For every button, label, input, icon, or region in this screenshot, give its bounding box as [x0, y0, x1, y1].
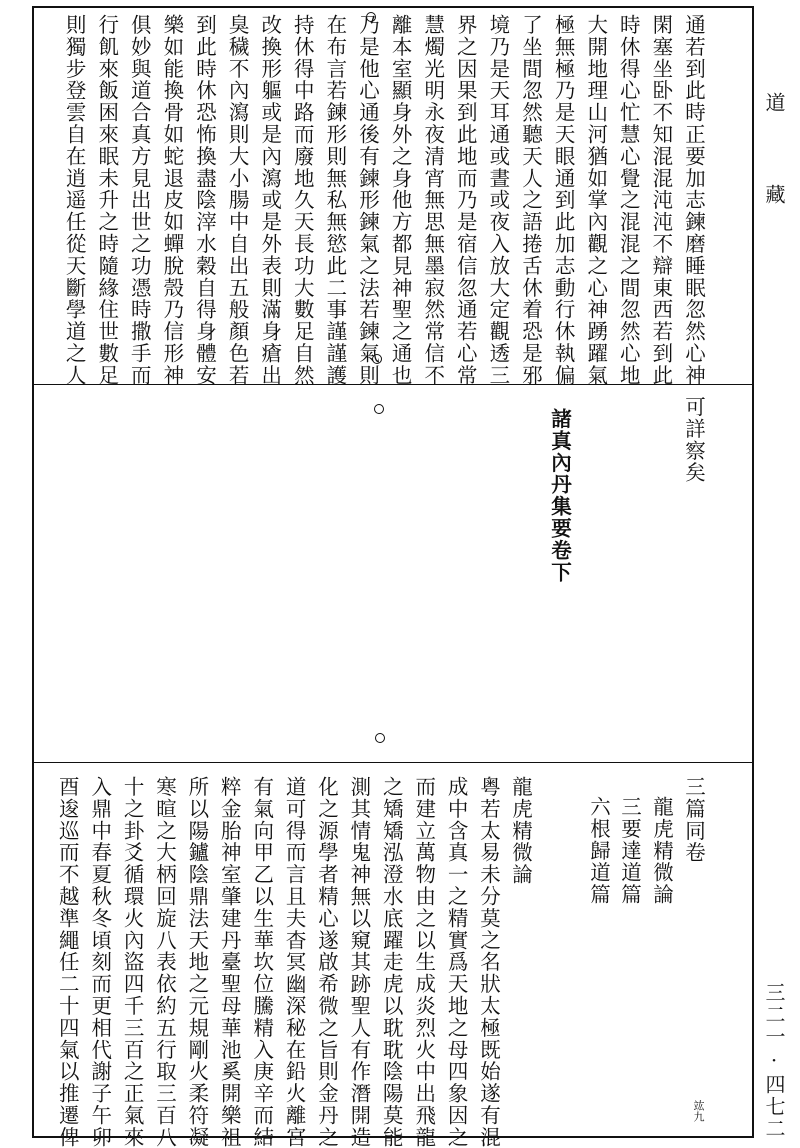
closing-line: 可詳察矣: [681, 396, 706, 484]
text-column: 之矯矯泓澄水底躍走虎以耽耽陰陽莫能: [379, 776, 404, 1148]
text-column: 乃是他心通後有鍊形鍊氣之法若鍊氣則: [355, 14, 380, 387]
text-column: 成中含真一之精實爲天地之母四象因之: [444, 776, 469, 1148]
text-column: 大開地理山河猶如掌內觀之心神踴躍氣: [583, 14, 608, 387]
text-column: 化之源學者精心遂啟希微之旨則金丹之: [314, 776, 339, 1148]
text-column: 在布言若鍊形則無私無慾此二事謹謹護: [322, 14, 347, 387]
margin-label-zang: 藏: [762, 184, 786, 204]
text-column: 臭穢不內瀉則大小腸中自出五般顏色若: [225, 14, 250, 387]
text-column: 酉逡巡而不越準繩任二十四氣以推遷俾: [55, 776, 80, 1148]
volume-title: 諸真內丹集要卷下: [547, 408, 572, 584]
circle-marker: [372, 354, 382, 364]
text-column: 持休得中路而廢地久天長功大數足自然: [290, 14, 315, 387]
text-column: 通若到此時正要加志鍊磨睡眠忽然心神: [681, 14, 706, 387]
text-column: 離本室顯身外之身他方都見神聖之通也: [388, 14, 413, 387]
text-column: 入鼎中春夏秋冬頃刻而更相代謝子午卯: [87, 776, 112, 1148]
text-column: 了坐間忽然聽天人之語捲舌休着恐是邪: [518, 14, 543, 387]
text-column: 而建立萬物由之以生成炎烈火中出飛龍: [411, 776, 436, 1148]
toc-item-2: 三要達道篇: [617, 796, 642, 906]
text-column: 所以陽鑪陰鼎法天地之元規剛火柔符凝: [184, 776, 209, 1148]
text-column: 慧燭光明永夜清宵無思無墨寂然常信不: [420, 14, 445, 387]
text-column: 時休得心忙慧心覺之混混之間忽然心地: [616, 14, 641, 387]
circle-marker: [375, 733, 385, 743]
text-column: 道可得而言且夫杳冥幽深秘在鉛火離宮: [282, 776, 307, 1148]
text-column: 十之卦爻循環火內盜四千三百之正氣來: [120, 776, 145, 1148]
text-column: 樂如能換骨如蛇退皮如蟬脫殼乃信形神: [159, 14, 184, 387]
circle-marker: [366, 12, 376, 22]
chapter-title: 龍虎精微論: [508, 776, 533, 886]
text-column: 到此時休恐怖換盡陰滓水穀自得身體安: [192, 14, 217, 387]
toc-title: 三篇同卷: [681, 776, 706, 864]
section-divider-lower: [32, 762, 754, 763]
text-column: 界之因果到此地而乃是宿信忽通若心常: [453, 14, 478, 387]
circle-marker: [374, 404, 384, 414]
folio-mark: 竑九: [692, 1100, 705, 1122]
text-column: 粤若太易未分莫之名狀太極既始遂有混: [476, 776, 501, 1148]
text-column: 寒暄之大柄回旋八表依約五行取三百八: [152, 776, 177, 1148]
text-column: 改換形軀或是內瀉或是外表則滿身瘡出: [257, 14, 282, 387]
page-number: 三二一·四七二: [762, 982, 786, 1140]
text-column: 境乃是天耳通或晝或夜入放大定觀透三: [485, 14, 510, 387]
text-column: 閑塞坐卧不知混混沌沌不辯東西若到此: [648, 14, 673, 387]
toc-item-3: 六根歸道篇: [586, 796, 611, 906]
toc-item-1: 龍虎精微論: [649, 796, 674, 906]
text-column: 極無極乃是天眼通到此加志動行休執偏: [551, 14, 576, 387]
text-column: 則獨步登雲自在逍遥任從天斷學道之人: [62, 14, 87, 387]
text-column: 有氣向甲乙以生華坎位騰精入庚辛而結: [249, 776, 274, 1148]
margin-label-dao: 道: [762, 92, 786, 112]
text-column: 行飢來飯困來眠未升之時隨緣住世數足: [94, 14, 119, 387]
text-column: 粹金胎神室肇建丹臺聖母華池奚開樂祖: [217, 776, 242, 1148]
text-column: 俱妙與道合真方見出世之功憑時撒手而: [127, 14, 152, 387]
text-column: 測其情鬼神無以窺其跡聖人有作潛開造: [346, 776, 371, 1148]
